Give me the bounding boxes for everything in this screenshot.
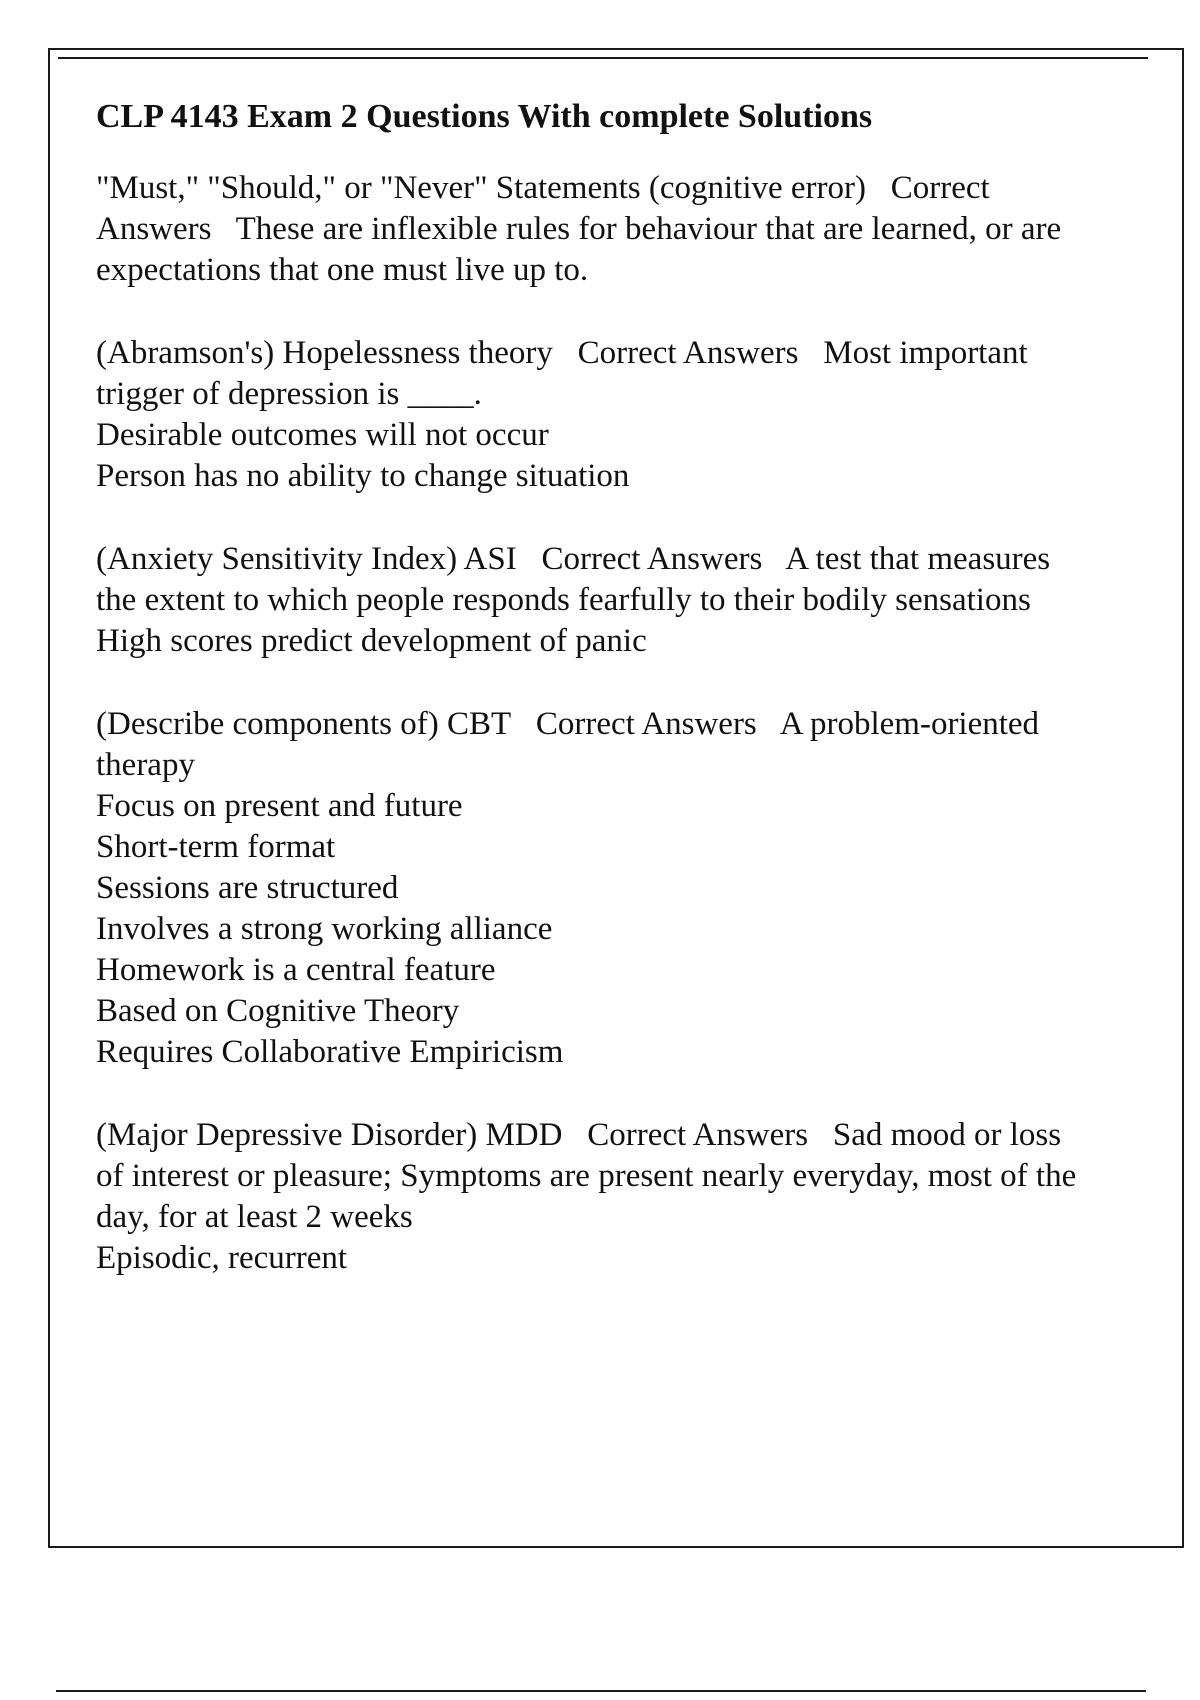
bottom-rule [56, 1690, 1146, 1692]
answer-line: Desirable outcomes will not occur [96, 417, 549, 453]
answer-line: Requires Collaborative Empiricism [96, 1034, 564, 1070]
question-text: (Major Depressive Disorder) MDD [96, 1117, 563, 1153]
top-rule [58, 57, 1148, 59]
answer-text: A problem-oriented therapy [96, 706, 1040, 783]
answer-line: Sessions are structured [96, 870, 399, 906]
answer-text: These are inflexible rules for behaviour that are learned, or are expectations that one must live up to. [96, 211, 1062, 288]
answer-text: A test that measures the extent to which people responds fearfully to their bodily sensations [96, 541, 1051, 618]
answer-line: Homework is a central feature [96, 952, 496, 988]
qa-entry [96, 333, 1096, 497]
answer-line: Involves a strong working alliance [96, 911, 553, 947]
answer-marker: Correct Answers [96, 170, 990, 247]
document-title: CLP 4143 Exam 2 Questions With complete Solutions [96, 98, 873, 135]
qa-entry [96, 168, 1096, 291]
qa-entry [96, 704, 1096, 1073]
answer-text: Most important trigger of depression is ____. [96, 335, 1028, 412]
answer-line: High scores predict development of panic [96, 623, 647, 659]
answer-line: Person has no ability to change situation [96, 458, 630, 494]
answer-marker: Correct Answers [535, 706, 757, 742]
answer-line: Based on Cognitive Theory [96, 993, 460, 1029]
question-text: (Abramson's) Hopelessness theory [96, 335, 553, 371]
question-text: (Describe components of) CBT [96, 706, 512, 742]
document-body [96, 96, 1096, 1321]
answer-marker: Correct Answers [541, 541, 763, 577]
answer-line: Episodic, recurrent [96, 1240, 348, 1276]
answer-marker: Correct Answers [587, 1117, 809, 1153]
answer-text: Sad mood or loss of interest or pleasure; Symptoms are present nearly everyday, most of the day, for at least 2 weeks [96, 1117, 1077, 1235]
question-text: (Anxiety Sensitivity Index) ASI [96, 541, 517, 577]
qa-entry [96, 539, 1096, 662]
answer-line: Short-term format [96, 829, 336, 865]
answer-marker: Correct Answers [577, 335, 799, 371]
answer-line: Focus on present and future [96, 788, 463, 824]
question-text: "Must," "Should," or "Never" Statements (cognitive error) [96, 170, 867, 206]
qa-entry [96, 1115, 1096, 1279]
